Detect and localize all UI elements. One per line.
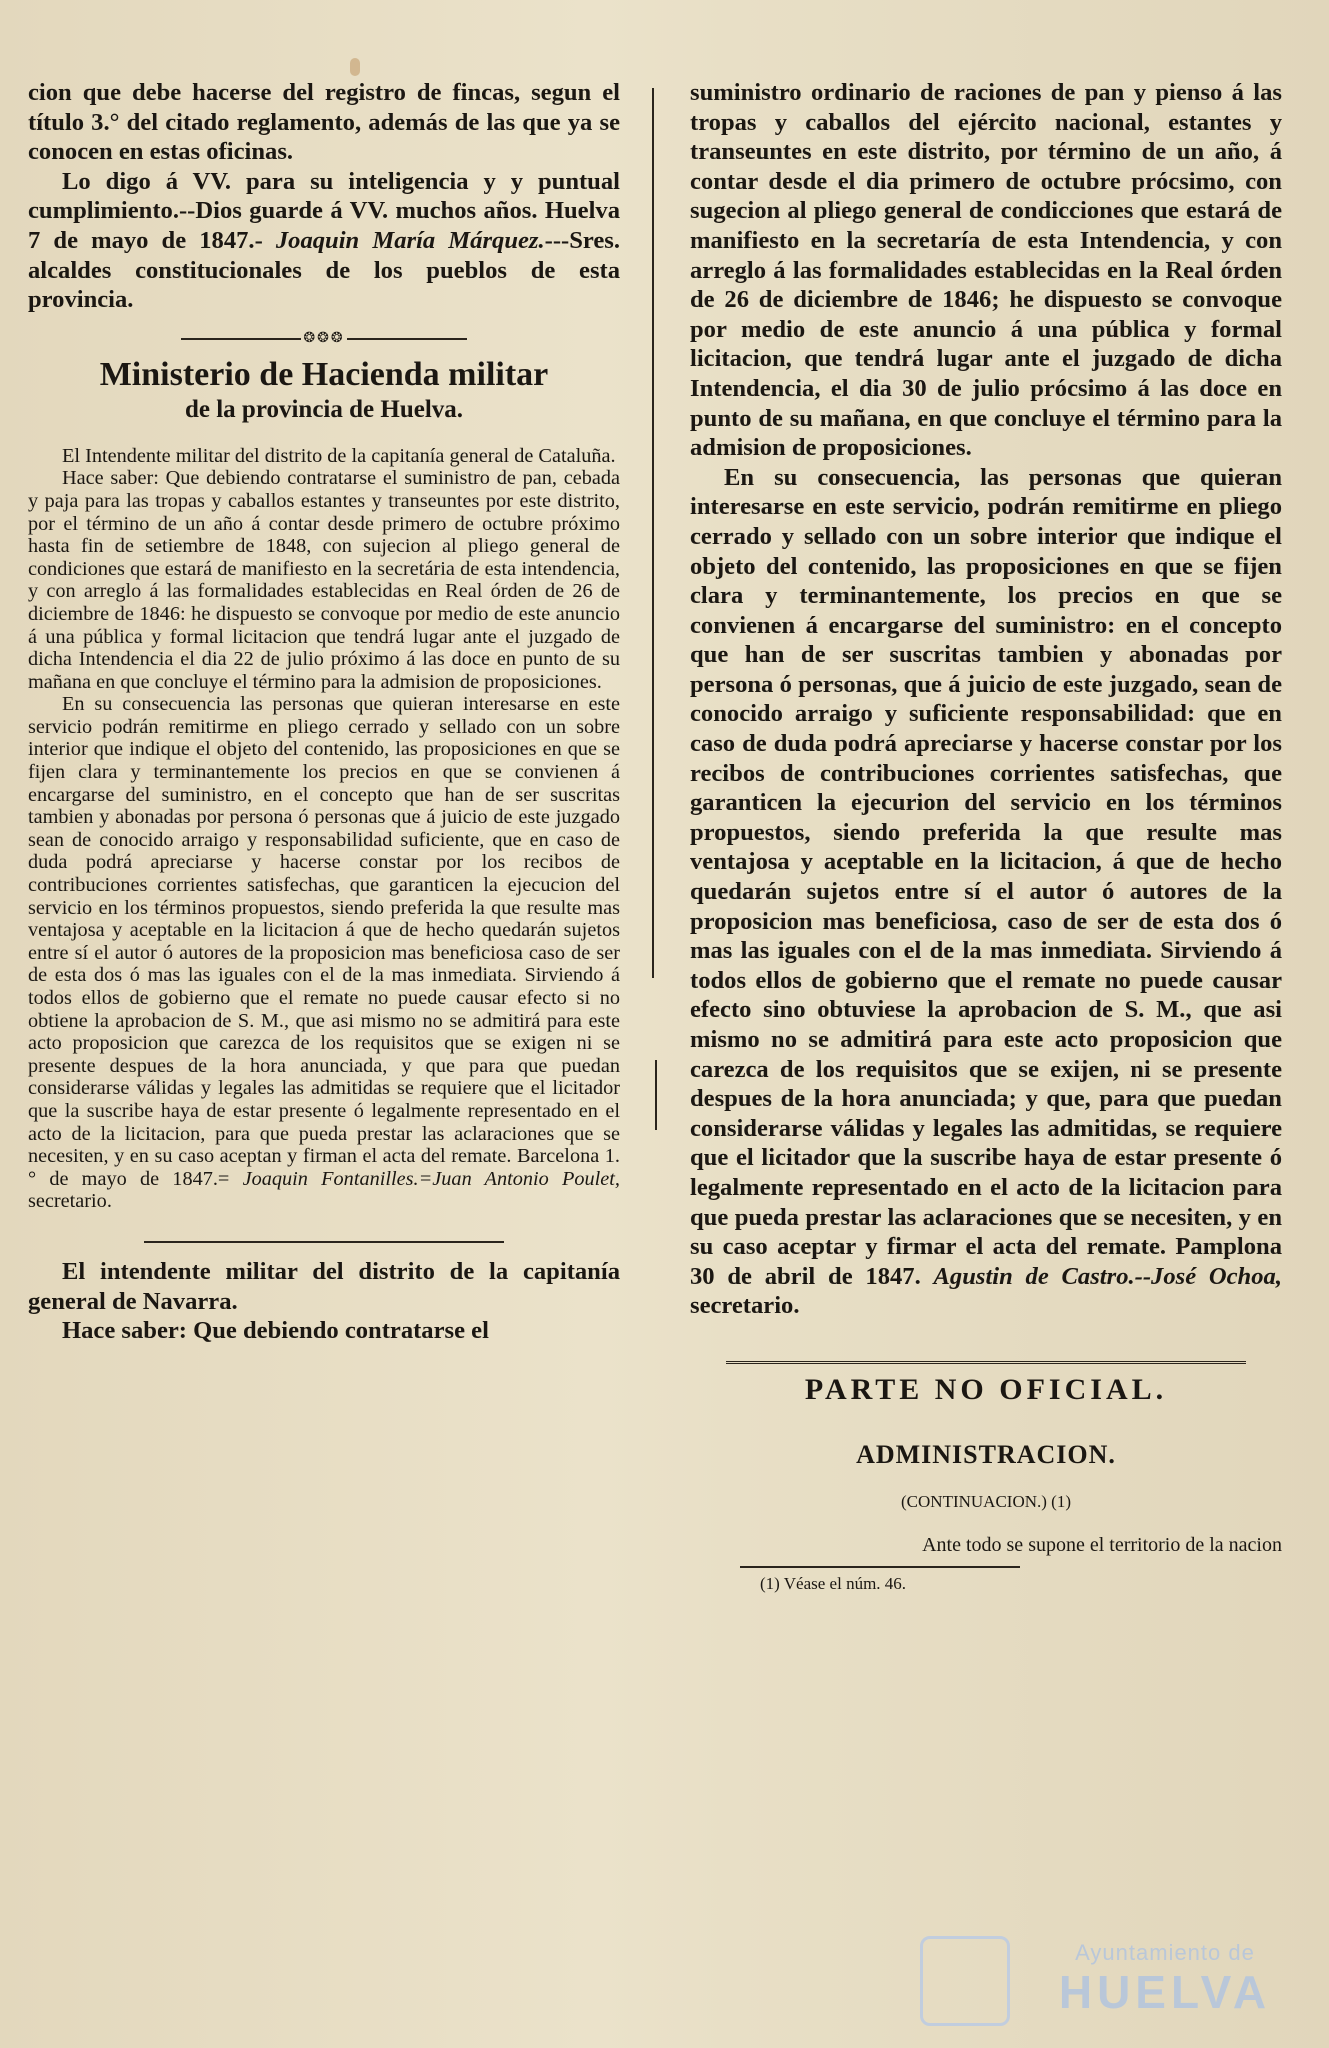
navarra-paragraph-1: suministro ordinario de raciones de pan y pienso á las tropas y caballos del ejército nacional, estantes y transeuntes en este distrito, por término de un año, á contar desde el dia primero de octubre prócsimo, con sugecion al pliego general de condicciones que estará de manifiesto en la secretaría de esta Intendencia, y con arreglo á las formalidades establecidas en la Real órden de 26 de diciembre de 1846; he dispuesto se convoque por medio de este anuncio á una pública y formal licitacion, que tendrá lugar ante el juzgado de dicha Intendencia, el dia 30 de julio prócsimo á las doce en punto de su mañana, en que concluye el término para la admision de proposiciones. xyxy=(690,79,1282,462)
ministry-subtitle: de la provincia de Huelva. xyxy=(184,395,464,423)
navarra-role: secretario. xyxy=(690,1292,800,1320)
signoff-tail: ---Sres. alcaldes constitucionales de los pueblos de esta provincia. xyxy=(28,226,620,314)
signoff-text: Lo digo á VV. para su inteligencia y y puntual cumplimiento.--Dios guarde á VV. muchos años. Huelva 7 de mayo de 1847.- xyxy=(28,167,620,254)
section-rule xyxy=(144,1241,504,1243)
administration-first-line: Ante todo se supone el territorio de la nacion xyxy=(922,1533,1282,1556)
signoff-name: Joaquin María Márquez. xyxy=(275,226,545,254)
navarra-p2-text: En su consecuencia, las personas que quieran interesarse en este servicio, podrán remitirme en pliego cerrado y sellado con un sobre interior que indique el objeto del contenido, las proposiciones en que se fijen clara y terminantemente, los precios en que se convienen á encargarse del suministro: en el concepto que han de ser suscritas tambien y abonadas por persona ó personas, que á juicio de este juzgado, sean de conocido arraigo y suficiente responsabilidad: que en caso de duda podrá apreciarse y hacerse constar por los recibos de contribuciones corrientes satisfechas, que garanticen la ejecurion del servicio en los términos propuestos, siendo preferida la que resulte mas ventajosa y aceptable en la licitacion, á que de hecho quedarán sujetos entre sí el autor ó autores de la proposicion mas beneficiosa, caso de ser de esta dos ó mas las iguales con el de la mas inmediata. Sirviendo á todos ellos de gobierno que el remate no puede causar efecto sino obtuviese la aprobacion de S. M., que asi mismo no se admitirá para este acto proposicion que carezca de los requisitos que se exijen, ni se presente despues de la hora anunciada; y que, para que puedan considerarse válidas y legales las admitidas, se requiere que el licitador que la suscribe haya de estar presente ó legalmente representado en el acto de la licitacion para que pueda prestar las aclaraciones que se necesiten, y en su caso aceptar y firmar el acta del remate. Pamplona 30 de abril de xyxy=(690,463,1282,1290)
separator-line-left xyxy=(181,338,301,340)
catalonia-paragraph-2 xyxy=(28,693,620,1213)
signoff-paragraph xyxy=(28,167,620,315)
administration-title: ADMINISTRACION. xyxy=(856,1439,1116,1469)
left-column xyxy=(28,78,620,1346)
navarra-signers: Agustin de Castro.--José Ochoa, xyxy=(933,1262,1282,1290)
separator-line-right xyxy=(347,338,467,340)
navarra-start: Hace saber: Que debiendo contratarse el xyxy=(62,1317,489,1345)
catalonia-paragraph-1: Hace saber: Que debiendo contratarse el suministro de pan, cebada y paja para las tropas y caballos estantes y transeuntes por este distrito, por el término de un año á contar desde primero de octubre próximo hasta fin de setiembre de 1848, con sujecion al pliego general de condiciones que estará de manifiesto en la secretária de esta intendencia, y con arreglo á las formalidades establecidas en Real órden de 26 de diciembre de 1846: he dispuesto se convoque por medio de este anuncio á una pública y formal licitacion que tendrá lugar ante el juzgado de dicha Intendencia el dia 22 de julio próximo á las doce en punto de su mañana en que concluye el término para la admision de proposiciones. xyxy=(28,467,620,693)
footnote: (1) Véase el núm. 46. xyxy=(760,1573,907,1593)
continuation-label: (CONTINUACION.) (1) xyxy=(901,1491,1071,1511)
navarra-year: 1847. xyxy=(865,1262,921,1290)
intro-paragraph: cion que debe hacerse del registro de fincas, segun el título 3.° del citado reglamento, además de las que ya se conocen en estas oficinas. xyxy=(28,79,620,166)
watermark-line1: Ayuntamiento de xyxy=(1075,1940,1255,1965)
footnote-rule xyxy=(740,1566,1020,1568)
watermark-line2: HUELVA xyxy=(1058,1966,1272,2018)
catalonia-p2-text: En su consecuencia las personas que quieran interesarse en este servicio podrán remitirme en pliego cerrado y sellado con un sobre interior que indique el objeto del contenido, las proposiciones en que se fijen clara y terminantemente los precios en que se convienen á encargarse del suministro, en el concepto que han de ser suscritas tambien y abonadas por persona ó personas que á juicio de este juzgado sean de conocido arraigo y responsabilidad suficiente, que en caso de duda podrá apreciarse y hacerse constar por los recibos de contribuciones corrientes satisfechas, que garanticen la ejecucion del servicio en los términos propuestos, siendo preferida la que resulte mas ventajosa y aceptable en la licitacion á que de hecho quedarán sujetos entre sí el autor ó autores de la proposicion mas beneficiosa caso de ser de esta dos ó mas las iguales con el de la mas inmediata. Sirviendo á todos ellos de gobierno que el remate no puede causar efecto si no obtiene la aprobacion de S. M., que asi mismo no se admitirá para este acto proposicion que carezca de los requisitos que se exigen ni se presente despues de la hora anunciada, y que para que puedan considerarse válidas y legales las admitidas se requiere que el licitador que la suscribe haya de estar presente ó legalmente representado en el acto de la licitacion, para que pueda prestar las aclaraciones que se necesiten, y en su caso aceptan y firman el acta del remate. Barcelona 1.° de mayo de 1847.= xyxy=(28,693,620,1190)
ornamental-separator xyxy=(28,327,620,347)
non-official-banner: PARTE NO OFICIAL. xyxy=(726,1361,1246,1408)
column-divider xyxy=(652,88,654,978)
navarra-intro: El intendente militar del distrito de la capitanía general de Navarra. xyxy=(28,1257,620,1315)
catalonia-intro: El Intendente militar del distrito de la capitanía general de Cataluña. xyxy=(62,444,616,467)
column-divider-lower xyxy=(655,1060,657,1130)
catalonia-signers: Joaquin Fontanilles.=Juan Antonio Poulet, xyxy=(242,1167,620,1190)
navarra-paragraph-2 xyxy=(690,463,1282,1321)
separator-knot-icon: ❂❂❂ xyxy=(303,331,345,347)
archive-watermark xyxy=(1030,1940,1300,2022)
ink-stain xyxy=(350,58,360,76)
ministry-title: Ministerio de Hacienda militar xyxy=(99,355,549,393)
right-column xyxy=(690,78,1282,1594)
watermark-seal-icon xyxy=(920,1936,1010,2026)
catalonia-signer-role: secretario. xyxy=(28,1190,112,1213)
